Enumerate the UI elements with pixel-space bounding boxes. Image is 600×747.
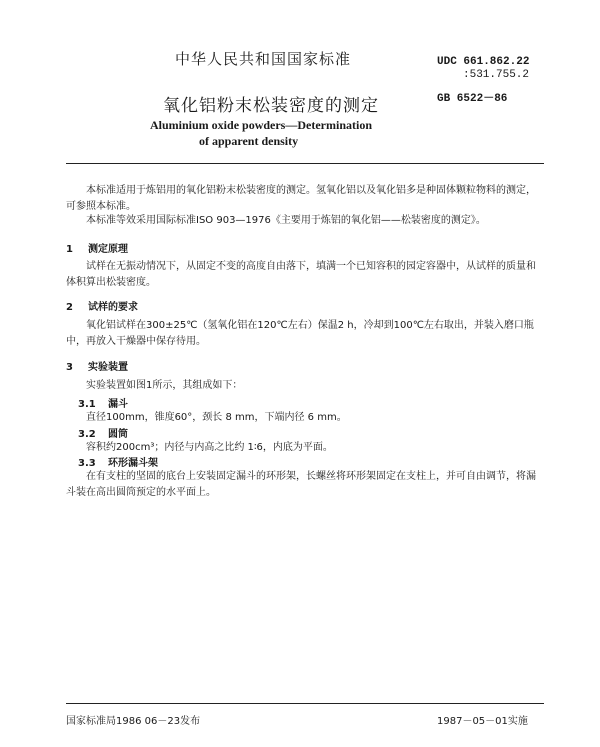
section-1-heading (66, 240, 128, 255)
document-title-english-line1: Aluminium oxide powders—Determination (150, 118, 372, 132)
document-title-english-line2: of apparent density (199, 134, 299, 148)
section-title: 实验装置 (88, 362, 128, 373)
section-3-text: 实验装置如图1所示，其组成如下： (86, 380, 243, 391)
udc-code: UDC 661.862.22 (437, 56, 530, 68)
national-standard-heading: 中华人民共和国国家标准 (175, 50, 352, 68)
intro-paragraph-2: 本标准等效采用国际标准ISO 903—1976《主要用于炼铝的氧化铝——松装密度的测定》。 (86, 215, 486, 226)
section-title: 试样的要求 (88, 302, 138, 313)
footer-divider (66, 703, 544, 704)
section-number: 3 (66, 362, 73, 373)
section-title: 测定原理 (88, 244, 128, 255)
header-divider (66, 163, 544, 164)
udc-code-continued: :531.755.2 (463, 69, 530, 81)
section-number: 1 (66, 244, 73, 255)
subsection-3-2-heading (78, 425, 128, 440)
section-2-text: 氧化铝试样在300±25℃（氢氧化铝在120℃左右）保温2 h，冷却到100℃左右取出，并装入磨口瓶中，再放入干燥器中保存待用。 (66, 320, 534, 347)
issue-date: 国家标准局1986 06－23发布 (66, 716, 201, 727)
section-number: 2 (66, 302, 73, 313)
subsection-title: 环形漏斗架 (108, 458, 158, 469)
subsection-3-3-heading (78, 454, 158, 469)
section-3-heading (66, 358, 128, 373)
subsection-3-2-text: 容积约200cm³；内径与内高之比约 1∶6，内底为平面。 (86, 442, 333, 453)
subsection-3-1-heading (78, 395, 128, 410)
subsection-number: 3.1 (78, 399, 96, 410)
subsection-3-1-text: 直径100mm，锥度60°，颈长 8 mm，下端内径 6 mm。 (86, 412, 347, 423)
subsection-number: 3.2 (78, 429, 96, 440)
subsection-3-3-text: 在有支柱的坚固的底台上安装固定漏斗的环形架，长螺丝将环形架固定在支柱上，并可自由调节，将漏斗装在高出圆筒预定的水平面上。 (66, 471, 536, 498)
subsection-title: 圆筒 (108, 429, 128, 440)
intro-paragraph-1: 本标准适用于炼铝用的氧化铝粉末松装密度的测定。氢氧化铝以及氧化铝多是种固体颗粒物料的测定，可参照本标准。 (66, 185, 536, 212)
effective-date: 1987－05－01实施 (437, 716, 528, 727)
section-1-text: 试样在无振动情况下，从固定不变的高度自由落下，填满一个已知容积的园定容器中，从试样的质量和体积算出松装密度。 (66, 261, 536, 288)
section-2-heading (66, 298, 138, 313)
document-title-chinese: 氧化铝粉末松装密度的测定 (163, 96, 379, 116)
subsection-title: 漏斗 (108, 399, 128, 410)
gb-code: GB 6522－86 (437, 93, 508, 105)
subsection-number: 3.3 (78, 458, 96, 469)
